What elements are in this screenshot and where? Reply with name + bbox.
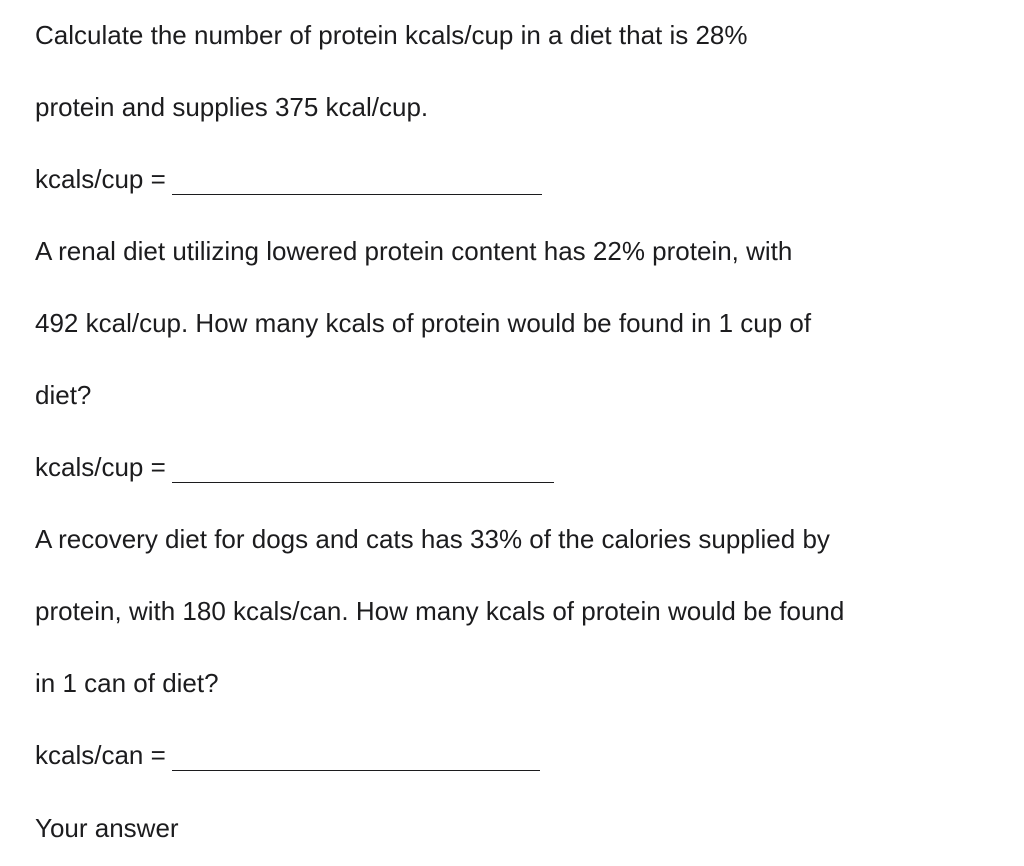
question2-line2: 492 kcal/cup. How many kcals of protein would be found in 1 cup of — [35, 308, 812, 338]
question2-answer-blank — [172, 452, 554, 483]
question3-answer-blank — [172, 740, 540, 771]
question1-answer-blank — [172, 164, 542, 195]
question2-answer-label: kcals/cup = — [35, 452, 166, 482]
question1-line1: Calculate the number of protein kcals/cup in a diet that is 28% — [35, 20, 748, 50]
question3-line2: protein, with 180 kcals/can. How many kcals of protein would be found — [35, 596, 845, 626]
question1-line2: protein and supplies 375 kcal/cup. — [35, 92, 429, 122]
your-answer-prompt: Your answer — [35, 813, 179, 843]
question2-line1: A renal diet utilizing lowered protein content has 22% protein, with — [35, 236, 793, 266]
question2-answer-row — [35, 452, 554, 483]
question1-answer-row — [35, 164, 542, 195]
question1-answer-label: kcals/cup = — [35, 164, 166, 194]
question3-answer-row — [35, 740, 540, 771]
question2-line3: diet? — [35, 380, 92, 410]
question3-line1: A recovery diet for dogs and cats has 33% of the calories supplied by — [35, 524, 830, 554]
question3-answer-label: kcals/can = — [35, 740, 166, 770]
question3-line3: in 1 can of diet? — [35, 668, 219, 698]
